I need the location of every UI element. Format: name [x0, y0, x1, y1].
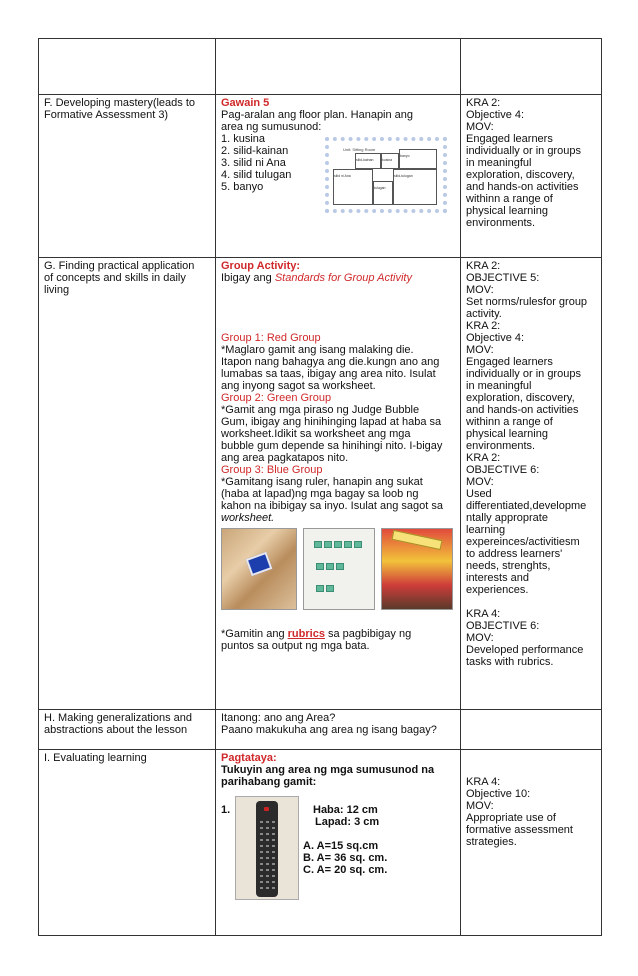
cell-i-kra: KRA 4: Objective 10: MOV: Appropriate use of formative assessment strategies. [461, 750, 602, 936]
kra-line: in meaningful [466, 380, 532, 392]
die-icon [246, 552, 273, 576]
cell-f-kra: KRA 2: Objective 4: MOV: Engaged learners individually or in groups in meaningful exploration, discovery, and hands-on activities withinn a range of physical learning environments. [461, 95, 602, 258]
remote-button [272, 875, 275, 877]
activity-photos [221, 528, 455, 628]
kra-line: OBJECTIVE 6: [466, 620, 540, 632]
gawain-content [221, 133, 455, 243]
remote-button [260, 839, 263, 841]
remote-button [272, 869, 275, 871]
kra-line: differentiated,developme [466, 500, 587, 512]
remote-button [266, 827, 269, 829]
gawain-list [221, 133, 331, 193]
kra-line: experiences. [466, 584, 529, 596]
remote-control-icon [256, 801, 278, 897]
remote-button [266, 875, 269, 877]
remote-button [260, 851, 263, 853]
remote-button [266, 851, 269, 853]
remote-button [266, 881, 269, 883]
remote-button [272, 887, 275, 889]
kra-line: needs, strenghts, [466, 560, 551, 572]
remote-button [272, 851, 275, 853]
group-activity-title: Group Activity: [221, 260, 301, 272]
group2-title: Group 2: Green Group [221, 392, 332, 404]
die-photo [221, 528, 297, 610]
ruler-icon [392, 530, 443, 550]
remote-button [260, 863, 263, 865]
bubble-gum-piece [344, 541, 352, 548]
answer-choices [303, 840, 387, 876]
cell-i-label: I. Evaluating learning [39, 750, 216, 936]
floor-plan-image: Unit: Sitting Room silid-kainan kusina banyo silid ni Ana tulugan silid-tulugan [325, 137, 447, 213]
kra-line: Engaged learners [466, 356, 553, 368]
remote-button [266, 863, 269, 865]
cell-empty-1 [39, 39, 216, 95]
cell-empty-2 [216, 39, 461, 95]
kra-line: MOV: [466, 344, 494, 356]
remote-button [272, 833, 275, 835]
kra-line: Used [466, 488, 492, 500]
cell-f-activity: Gawain 5 Pag-aralan ang floor plan. Hanapin ang area ng sumusunod: 1. kusina 2. silid-kainan 3. silid ni Ana 4. silid tulugan 5. banyo Unit: Sitting Room silid-kainan kusina banyo silid ni Ana tulugan silid-tulugan [216, 95, 461, 258]
lesson-plan-table [38, 38, 602, 936]
bubble-gum-photo [303, 528, 375, 610]
item-number: 1. [221, 804, 231, 816]
remote-control-photo [235, 796, 299, 900]
cell-i-assessment: Pagtataya: Tukuyin ang area ng mga sumusunod na parihabang gamit: 1. Haba: 12 cm Lapad: 3 cm A. A=15 sq.cm B. A= 36 sq. cm. C. A= 20 sq. cm. [216, 750, 461, 936]
kra-line: OBJECTIVE 5: [466, 272, 540, 284]
list-item: 5. banyo [221, 181, 264, 193]
remote-button [266, 869, 269, 871]
list-item: 3. silid ni Ana [221, 157, 286, 169]
floor-plan-room: kusina [381, 153, 399, 169]
choice-a: A. A=15 sq.cm [303, 840, 379, 852]
remote-button [272, 857, 275, 859]
floor-plan-room: silid-kainan [355, 153, 381, 169]
table-row-empty [39, 39, 602, 95]
ibigay-line: Ibigay ang Standards for Group Activity [221, 272, 412, 284]
bubble-gum-piece [326, 563, 334, 570]
kra-line: physical learning [466, 428, 548, 440]
floor-plan-room: banyo [399, 149, 437, 169]
kra-line: Set norms/rulesfor group [466, 296, 588, 308]
kra-line: and hands-on activities [466, 404, 579, 416]
cell-h-label: H. Making generalizations and abstractions about the lesson [39, 710, 216, 750]
kra-line: individually or in groups [466, 368, 581, 380]
kra-line: KRA 4: [466, 608, 501, 620]
kra-line [466, 596, 596, 608]
cell-empty-3 [461, 39, 602, 95]
list-item: 1. kusina [221, 133, 266, 145]
bubble-gum-piece [316, 563, 324, 570]
floor-plan-room: silid-tulugan [393, 169, 437, 205]
evaluation-item [221, 788, 455, 928]
cell-g-kra [461, 258, 602, 710]
list-item: 4. silid tulugan [221, 169, 292, 181]
table-row-i [39, 750, 602, 936]
cell-h-kra [461, 710, 602, 750]
group3-title: Group 3: Blue Group [221, 464, 323, 476]
bubble-gum-piece [354, 541, 362, 548]
kra-line: Objective 4: [466, 332, 525, 344]
choice-c: C. A= 20 sq. cm. [303, 864, 388, 876]
kra-line: Developed performance [466, 644, 584, 656]
cell-g-activity: Group Activity: Ibigay ang Standards for Group Activity Group 1: Red Group *Maglaro gamit ang isang malaking die. Itapon nang bahagya ang die.kungn ano ang lumabas sa taas, ibigay ang area nito. Isulat ang inyong sagot sa worksheet. Group 2: Green Group *Gamit ang mga piraso ng Judge Bubble Gum, ibigay ang hinihinging lapad at haba sa worksheet.Idikit sa worksheet ang mga bubble gum depende sa hinihingi nito. I-bigay ang area pagkatapos nito. Group 3: Blue Group *Gamitang isang ruler, hanapin ang sukat (haba at lapad)ng mga bagay sa loob ng kahon na ibibigay sa inyo. Isulat ang sagot sa worksheet. *Gamitin ang rubrics sa pagbibigay ng puntos sa output ng mga bata. [216, 258, 461, 710]
remote-button [260, 881, 263, 883]
choice-b: B. A= 36 sq. cm. [303, 852, 388, 864]
kra-line: ntally approprate [466, 512, 548, 524]
gawain-title: Gawain 5 [221, 97, 270, 109]
kra-line: learning [466, 524, 506, 536]
table-row-h [39, 710, 602, 750]
kra-line: to address learners' [466, 548, 563, 560]
remote-button [266, 833, 269, 835]
remote-button [266, 845, 269, 847]
bubble-gum-piece [316, 585, 324, 592]
cell-h-question: Itanong: ano ang Area? Paano makukuha ang area ng isang bagay? [216, 710, 461, 750]
ruler-box-photo [381, 528, 453, 610]
kra-line: tasks with rubrics. [466, 656, 554, 668]
kra-line: expereinces/activitiesm [466, 536, 580, 548]
kra-line: OBJECTIVE 6: [466, 464, 540, 476]
table-row-f [39, 95, 602, 258]
remote-button [260, 827, 263, 829]
kra-line: interests and [466, 572, 529, 584]
remote-button [260, 821, 263, 823]
remote-button [260, 875, 263, 877]
remote-button [260, 833, 263, 835]
kra-line: KRA 2: [466, 452, 501, 464]
kra-line: MOV: [466, 476, 494, 488]
bubble-gum-piece [334, 541, 342, 548]
bubble-gum-piece [336, 563, 344, 570]
cell-g-label: G. Finding practical application of concepts and skills in daily living [39, 258, 216, 710]
kra-line: MOV: [466, 632, 494, 644]
bubble-gum-piece [324, 541, 332, 548]
kra-line: exploration, discovery, [466, 392, 575, 404]
remote-button [266, 839, 269, 841]
floor-plan-room: silid ni Ana [333, 169, 373, 205]
kra-line: KRA 2: [466, 260, 501, 272]
remote-button [260, 887, 263, 889]
group1-title: Group 1: Red Group [221, 332, 321, 344]
floor-plan-room: tulugan [373, 181, 393, 205]
remote-button [272, 821, 275, 823]
kra-line: withinn a range of [466, 416, 553, 428]
list-item: 2. silid-kainan [221, 145, 289, 157]
kra-line: activity. [466, 308, 502, 320]
rubrics-line: *Gamitin ang rubrics sa pagbibigay ng [221, 628, 412, 640]
table-row-g [39, 258, 602, 710]
remote-button [260, 869, 263, 871]
kra-line: KRA 2: [466, 320, 501, 332]
remote-button [266, 887, 269, 889]
kra-line: environments. [466, 440, 536, 452]
pagtataya-title: Pagtataya: [221, 752, 277, 764]
remote-button [260, 845, 263, 847]
remote-button [272, 881, 275, 883]
remote-button [272, 863, 275, 865]
kra-line: MOV: [466, 284, 494, 296]
dimensions: Haba: 12 cm Lapad: 3 cm [313, 804, 380, 828]
remote-button [266, 857, 269, 859]
remote-button [272, 845, 275, 847]
remote-button [260, 857, 263, 859]
remote-button [272, 827, 275, 829]
bubble-gum-piece [314, 541, 322, 548]
cell-f-label: F. Developing mastery(leads to Formative Assessment 3) [39, 95, 216, 258]
remote-button [272, 839, 275, 841]
bubble-gum-piece [326, 585, 334, 592]
remote-button [266, 821, 269, 823]
